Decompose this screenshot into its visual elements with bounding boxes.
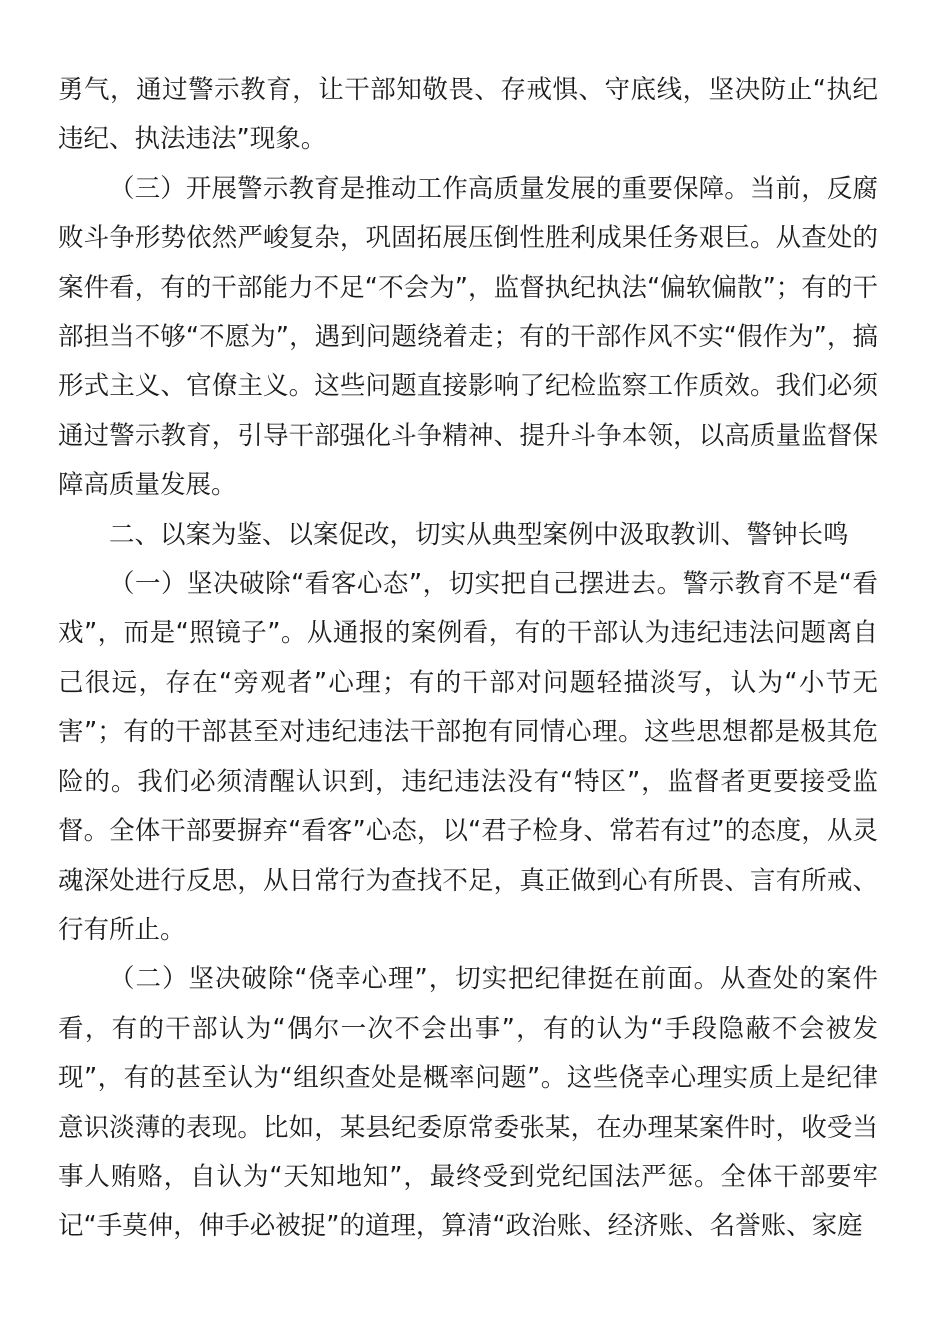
paragraph-three-warning-education: （三）开展警示教育是推动工作高质量发展的重要保障。当前，反腐败斗争形势依然严峻复杂，巩固拓展压倒性胜利成果任务艰巨。从查处的案件看，有的干部能力不足“不会为”，监督执纪执法“偏软偏散”；有的干部担当不够“不愿为”，遇到问题绕着走；有的干部作风不实“假作为”，搞形式主义、官僚主义。这些问题直接影响了纪检监察工作质效。我们必须通过警示教育，引导干部强化斗争精神、提升斗争本领，以高质量监督保障高质量发展。 xyxy=(58,173,878,501)
section-heading-two: 二、以案为鉴、以案促改，切实从典型案例中汲取教训、警钟长鸣 xyxy=(109,519,849,550)
paragraph-one-spectator-mentality: （一）坚决破除“看客心态”，切实把自己摆进去。警示教育不是“看戏”，而是“照镜子”。从通报的案例看，有的干部认为违纪违法问题离自己很远，存在“旁观者”心理；有的干部对问题轻描淡写，认为“小节无害”；有的干部甚至对违纪违法干部抱有同情心理。这些思想都是极其危险的。我们必须清醒认识到，违纪违法没有“特区”，监督者更要接受监督。全体干部要摒弃“看客”心态，以“君子检身、常若有过”的态度，从灵魂深处进行反思，从日常行为查找不足，真正做到心有所畏、言有所戒、行有所止。 xyxy=(58,569,878,945)
document-body xyxy=(58,66,878,1252)
paragraph-two-luck-mentality: （二）坚决破除“侥幸心理”，切实把纪律挺在前面。从查处的案件看，有的干部认为“偶尔一次不会出事”，有的认为“手段隐蔽不会被发现”，有的甚至认为“组织查处是概率问题”。这些侥幸心理实质上是纪律意识淡薄的表现。比如，某县纪委原常委张某，在办理某案件时，收受当事人贿赂，自认为“天知地知”，最终受到党纪国法严惩。全体干部要牢记“手莫伸，伸手必被捉”的道理，算清“政治账、经济账、名誉账、家庭 xyxy=(58,964,878,1242)
paragraph-continued: 勇气，通过警示教育，让干部知敬畏、存戒惧、守底线，坚决防止“执纪违纪、执法违法”现象。 xyxy=(58,75,878,155)
